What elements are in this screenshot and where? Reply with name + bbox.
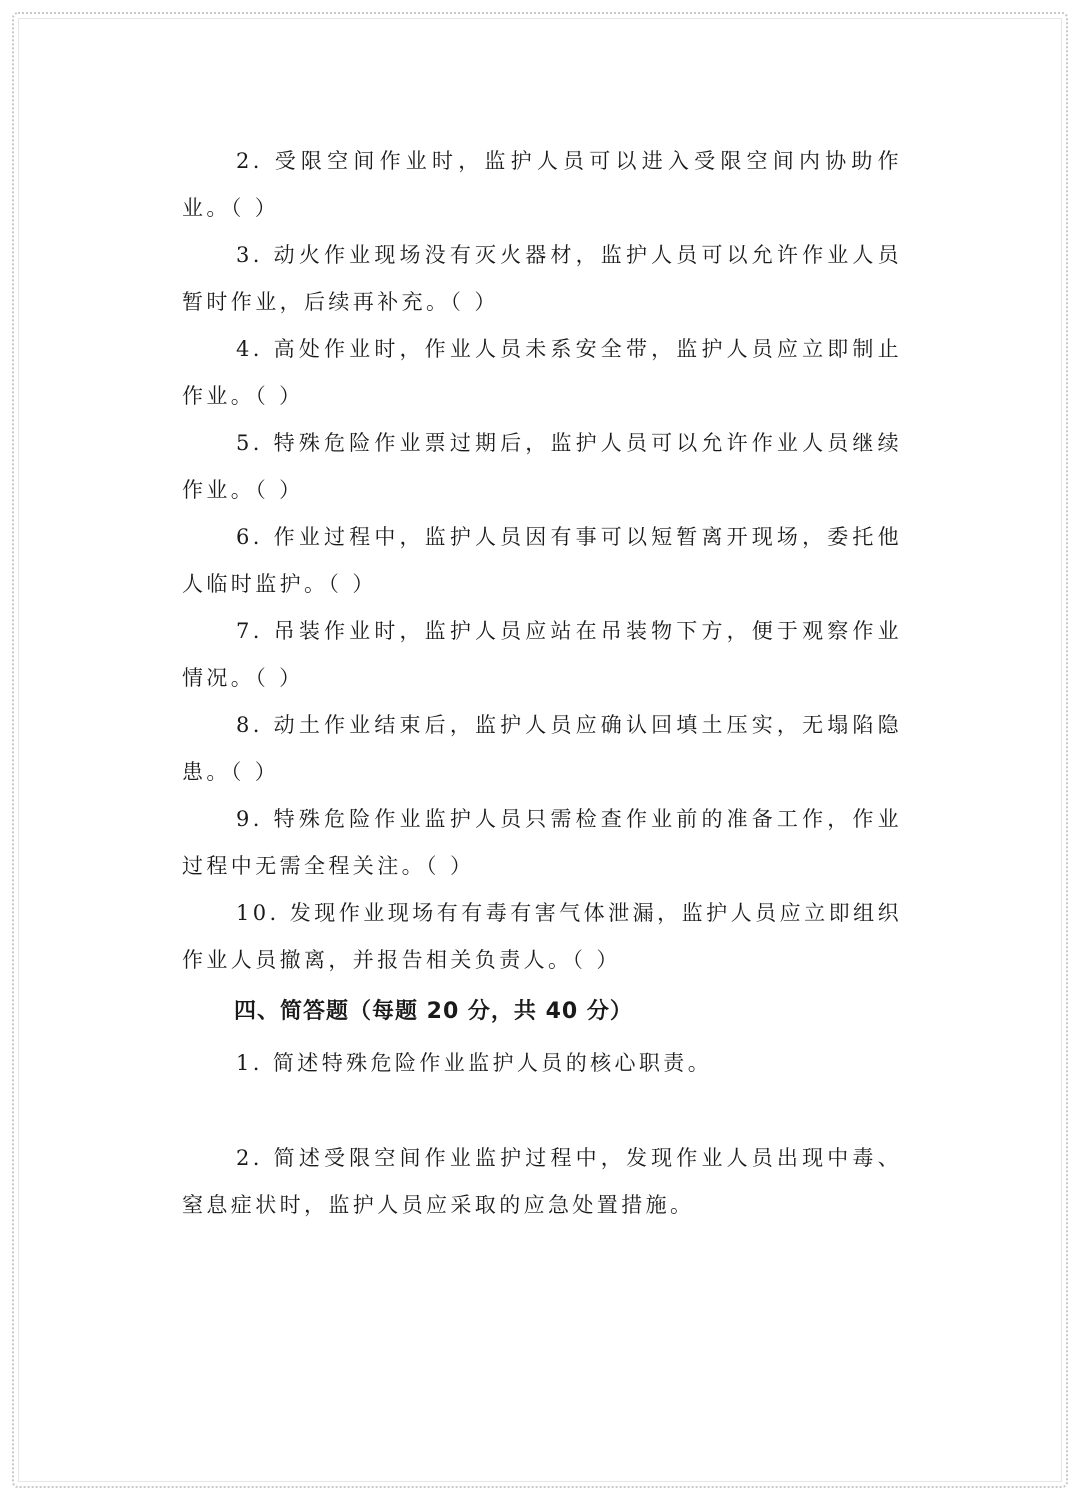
question-text: 5. 特殊危险作业票过期后，监护人员可以允许作业人员继续作业。	[182, 431, 902, 502]
short-answer-questions	[182, 1040, 902, 1229]
answer-blank: （ ）	[230, 760, 280, 784]
question-text: 6. 作业过程中，监护人员因有事可以短暂离开现场，委托他人临时监护。	[182, 525, 902, 596]
question-text: 8. 动土作业结束后，监护人员应确认回填土压实，无塌陷隐患。	[182, 713, 902, 784]
question-item	[182, 702, 902, 796]
short-answer-item: 2. 简述受限空间作业监护过程中，发现作业人员出现中毒、窒息症状时，监护人员应采取的应急处置措施。	[182, 1146, 902, 1217]
answer-blank: （ ）	[450, 290, 499, 314]
question-item	[182, 796, 902, 890]
question-text: 2. 受限空间作业时，监护人员可以进入受限空间内协助作业。	[182, 149, 902, 220]
answer-blank: （ ）	[230, 196, 280, 220]
question-item	[182, 138, 902, 232]
answer-space	[182, 1087, 902, 1135]
question-item	[182, 232, 902, 326]
question-item	[182, 420, 902, 514]
answer-blank: （ ）	[426, 854, 475, 878]
question-item	[182, 326, 902, 420]
short-answer-item: 1. 简述特殊危险作业监护人员的核心职责。	[236, 1051, 713, 1075]
question-item	[182, 608, 902, 702]
question-item	[182, 890, 902, 984]
question-text: 9. 特殊危险作业监护人员只需检查作业前的准备工作，作业过程中无需全程关注。	[182, 807, 902, 878]
answer-blank: （ ）	[572, 948, 621, 972]
question-text: 7. 吊装作业时，监护人员应站在吊装物下方，便于观察作业情况。	[182, 619, 902, 690]
answer-blank: （ ）	[255, 384, 304, 408]
answer-blank: （ ）	[328, 572, 377, 596]
question-text: 10. 发现作业现场有有毒有害气体泄漏，监护人员应立即组织作业人员撤离，并报告相关负责人。	[182, 901, 902, 972]
question-text: 3. 动火作业现场没有灭火器材，监护人员可以允许作业人员暂时作业，后续再补充。	[182, 243, 902, 314]
section-heading: 四、简答题（每题 20 分，共 40 分）	[234, 999, 633, 1024]
question-text: 4. 高处作业时，作业人员未系安全带，监护人员应立即制止作业。	[182, 337, 902, 408]
exam-content	[182, 138, 902, 1229]
answer-blank: （ ）	[255, 478, 304, 502]
question-item	[182, 514, 902, 608]
judgment-questions	[182, 138, 902, 984]
answer-blank: （ ）	[255, 666, 304, 690]
